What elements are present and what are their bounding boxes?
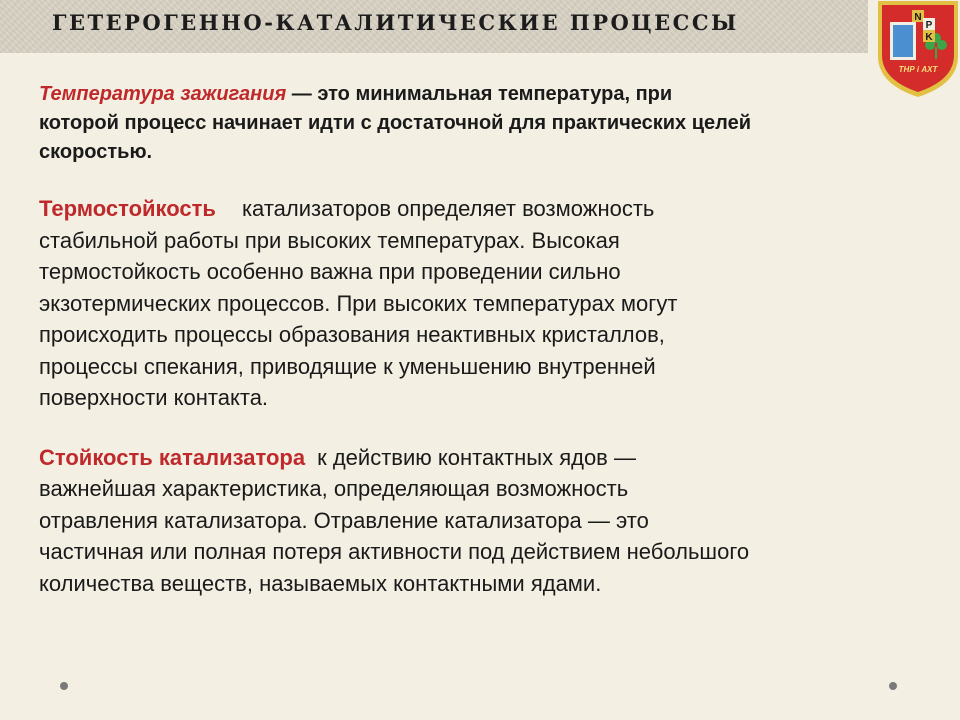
term-thermal-stability: Термостойкость: [39, 196, 216, 221]
paragraph-thermal-stability: [39, 193, 919, 414]
svg-text:K: K: [925, 32, 933, 43]
paragraph-3-line-4: частичная или полная потеря активности под действием небольшого: [39, 539, 750, 564]
paragraph-2-line-4: экзотермических процессов. При высоких температурах могут: [39, 290, 678, 316]
paragraph-3-line-5: количества веществ, называемых контактными ядами.: [39, 570, 602, 596]
paragraph-2-line-3: термостойкость особенно важна при проведении сильно: [39, 259, 621, 284]
paragraph-1-line-2: которой процесс начинает идти с достаточной для практических целей: [39, 112, 752, 134]
decorative-dot-left: [60, 682, 68, 690]
slide-title: ГЕТЕРОГЕННО-КАТАЛИТИЧЕСКИЕ ПРОЦЕССЫ: [52, 10, 739, 35]
title-bar: [0, 0, 868, 53]
paragraph-2-line-5: происходить процессы образования неактивных кристаллов,: [39, 322, 665, 347]
paragraph-2-line-2: стабильной работы при высоких температурах. Высокая: [39, 227, 620, 253]
term-ignition-temperature: Температура зажигания: [39, 83, 287, 105]
slide-content: [39, 80, 919, 599]
paragraph-3-line-3: отравления катализатора. Отравление катализатора — это: [39, 507, 649, 533]
paragraph-2-line-1: катализаторов определяет возможность: [241, 196, 655, 221]
term-catalyst-resistance: Стойкость катализатора: [39, 444, 306, 470]
paragraph-3-line-1: к действию контактных ядов —: [317, 444, 636, 470]
paragraph-ignition-temperature: [39, 80, 919, 167]
svg-text:ТНР і АХТ: ТНР і АХТ: [898, 65, 938, 74]
svg-text:N: N: [914, 12, 922, 23]
paragraph-1-line-1: — это минимальная температура, при: [286, 83, 673, 105]
paragraph-1-line-3: скоростью.: [39, 141, 153, 163]
decorative-dot-right: [889, 682, 897, 690]
svg-text:P: P: [925, 20, 933, 31]
paragraph-3-line-2: важнейшая характеристика, определяющая возможность: [39, 476, 629, 501]
paragraph-2-line-7: поверхности контакта.: [39, 385, 269, 410]
paragraph-catalyst-resistance: [39, 442, 919, 600]
paragraph-2-line-6: процессы спекания, приводящие к уменьшению внутренней: [39, 353, 656, 379]
